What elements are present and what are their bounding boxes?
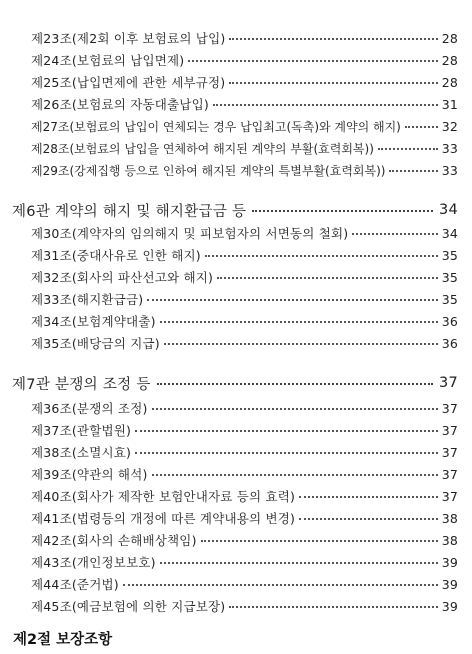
toc-entry-page: 37 — [441, 444, 458, 460]
toc-entry-article-39[interactable] — [31, 463, 458, 485]
toc-entry-article-28[interactable] — [31, 137, 458, 159]
toc-entry-article-44[interactable] — [31, 573, 458, 595]
toc-entry-article-43[interactable] — [31, 551, 458, 573]
toc-entry-page: 32 — [441, 118, 458, 134]
toc-entry-article-30[interactable] — [31, 222, 458, 244]
toc-entry-title: 제44조(준거법) — [31, 577, 119, 592]
toc-entry-page: 28 — [441, 74, 458, 90]
toc-entry-page: 34 — [441, 225, 458, 241]
toc-chapter-title: 제7관 분쟁의 조정 등 — [12, 376, 151, 393]
section-heading: 제2절 보장조항 — [13, 632, 113, 648]
toc-chapter-title: 제6관 계약의 해지 및 해지환급금 등 — [12, 203, 247, 220]
toc-entry-title: 제24조(보험료의 납입면제) — [31, 53, 185, 68]
dot-leader — [164, 343, 438, 345]
toc-entry-title: 제26조(보험료의 자동대출납입) — [31, 97, 209, 112]
toc-entry-article-32[interactable] — [31, 266, 458, 288]
toc-entry-article-35[interactable] — [31, 332, 458, 354]
toc-entry-title: 제25조(납입면제에 관한 세부규정) — [31, 75, 226, 90]
toc-entry-title: 제39조(약관의 해석) — [31, 467, 148, 482]
toc-entry-article-31[interactable] — [31, 244, 458, 266]
dot-leader — [205, 255, 438, 257]
dot-leader — [160, 321, 438, 323]
toc-entry-title: 제40조(회사가 제작한 보험안내자료 등의 효력) — [31, 489, 296, 504]
toc-entry-article-33[interactable] — [31, 288, 458, 310]
toc-entry-page: 38 — [441, 532, 458, 548]
toc-entry-title: 제38조(소멸시효) — [31, 445, 132, 460]
dot-leader — [217, 277, 438, 279]
toc-entry-page: 39 — [441, 576, 458, 592]
toc-entry-title: 제29조(강제집행 등으로 인하여 해지된 계약의 특별부활(효력회복)) — [31, 163, 386, 178]
dot-leader — [229, 38, 437, 40]
toc-entry-title: 제41조(법령등의 개정에 따른 계약내용의 변경) — [31, 511, 296, 526]
toc-entry-page: 33 — [441, 162, 458, 178]
toc-entry-title: 제27조(보험료의 납입이 연체되는 경우 납입최고(독촉)와 계약의 해지) — [31, 119, 401, 134]
dot-leader — [157, 383, 433, 385]
toc-entry-page: 31 — [441, 96, 458, 112]
toc-entry-page: 37 — [441, 466, 458, 482]
dot-leader — [405, 126, 438, 128]
toc-entry-page: 28 — [441, 30, 458, 46]
toc-entry-article-24[interactable] — [31, 49, 458, 71]
dot-leader — [229, 82, 437, 84]
toc-entry-article-42[interactable] — [31, 529, 458, 551]
toc-entry-article-37[interactable] — [31, 419, 458, 441]
toc-chapter-6[interactable] — [12, 198, 458, 222]
toc-entry-page: 37 — [441, 422, 458, 438]
toc-entry-article-25[interactable] — [31, 71, 458, 93]
toc-entry-page: 33 — [441, 140, 458, 156]
dot-leader — [160, 562, 438, 564]
dot-leader — [123, 584, 438, 586]
toc-entry-article-38[interactable] — [31, 441, 458, 463]
dot-leader — [135, 452, 438, 454]
dot-leader — [152, 474, 438, 476]
toc-chapter-page: 34 — [438, 202, 458, 218]
toc-entry-title: 제30조(계약자의 임의해지 및 피보험자의 서면동의 철회) — [31, 226, 349, 241]
toc-entry-page: 36 — [441, 335, 458, 351]
dot-leader — [201, 540, 438, 542]
dot-leader — [389, 170, 437, 172]
dot-leader — [252, 210, 433, 212]
dot-leader — [135, 430, 438, 432]
toc-entry-article-40[interactable] — [31, 485, 458, 507]
toc-entry-page: 39 — [441, 598, 458, 614]
toc-entry-title: 제28조(보험료의 납입을 연체하여 해지된 계약의 부활(효력회복)) — [31, 141, 374, 156]
toc-entry-page: 36 — [441, 313, 458, 329]
toc-entry-article-34[interactable] — [31, 310, 458, 332]
toc-entry-page: 35 — [441, 291, 458, 307]
toc-entry-title: 제42조(회사의 손해배상책임) — [31, 533, 197, 548]
toc-entry-page: 35 — [441, 247, 458, 263]
toc-entry-page: 37 — [441, 488, 458, 504]
toc-entry-title: 제23조(제2회 이후 보험료의 납입) — [31, 31, 226, 46]
dot-leader — [152, 408, 438, 410]
dot-leader — [229, 606, 437, 608]
toc-entry-title: 제32조(회사의 파산선고와 해지) — [31, 270, 214, 285]
toc-chapter-page: 37 — [438, 375, 458, 391]
dot-leader — [213, 104, 438, 106]
toc-entry-title: 제31조(중대사유로 인한 해지) — [31, 248, 201, 263]
toc-entry-title: 제34조(보험계약대출) — [31, 314, 156, 329]
toc-entry-article-45[interactable] — [31, 595, 458, 617]
toc-entry-page: 38 — [441, 510, 458, 526]
toc-entry-page: 35 — [441, 269, 458, 285]
toc-entry-article-27[interactable] — [31, 115, 458, 137]
toc-entry-title: 제35조(배당금의 지급) — [31, 336, 160, 351]
dot-leader — [147, 299, 437, 301]
toc-entry-article-36[interactable] — [31, 397, 458, 419]
dot-leader — [378, 148, 438, 150]
toc-entry-title: 제36조(분쟁의 조정) — [31, 401, 148, 416]
dot-leader — [188, 60, 437, 62]
toc-entry-title: 제33조(해지환급금) — [31, 292, 144, 307]
toc-entry-title: 제45조(예금보험에 의한 지급보장) — [31, 599, 226, 614]
toc-entry-article-29[interactable] — [31, 159, 458, 181]
dot-leader — [299, 518, 438, 520]
toc-entry-article-41[interactable] — [31, 507, 458, 529]
toc-chapter-7[interactable] — [12, 371, 458, 395]
toc-entry-page: 28 — [441, 52, 458, 68]
dot-leader — [299, 496, 438, 498]
toc-entry-page: 37 — [441, 400, 458, 416]
toc-entry-page: 39 — [441, 554, 458, 570]
dot-leader — [352, 233, 437, 235]
toc-entry-article-26[interactable] — [31, 93, 458, 115]
toc-entry-article-23[interactable] — [31, 27, 458, 49]
toc-entry-title: 제37조(관할법원) — [31, 423, 132, 438]
toc-entry-title: 제43조(개인정보보호) — [31, 555, 156, 570]
